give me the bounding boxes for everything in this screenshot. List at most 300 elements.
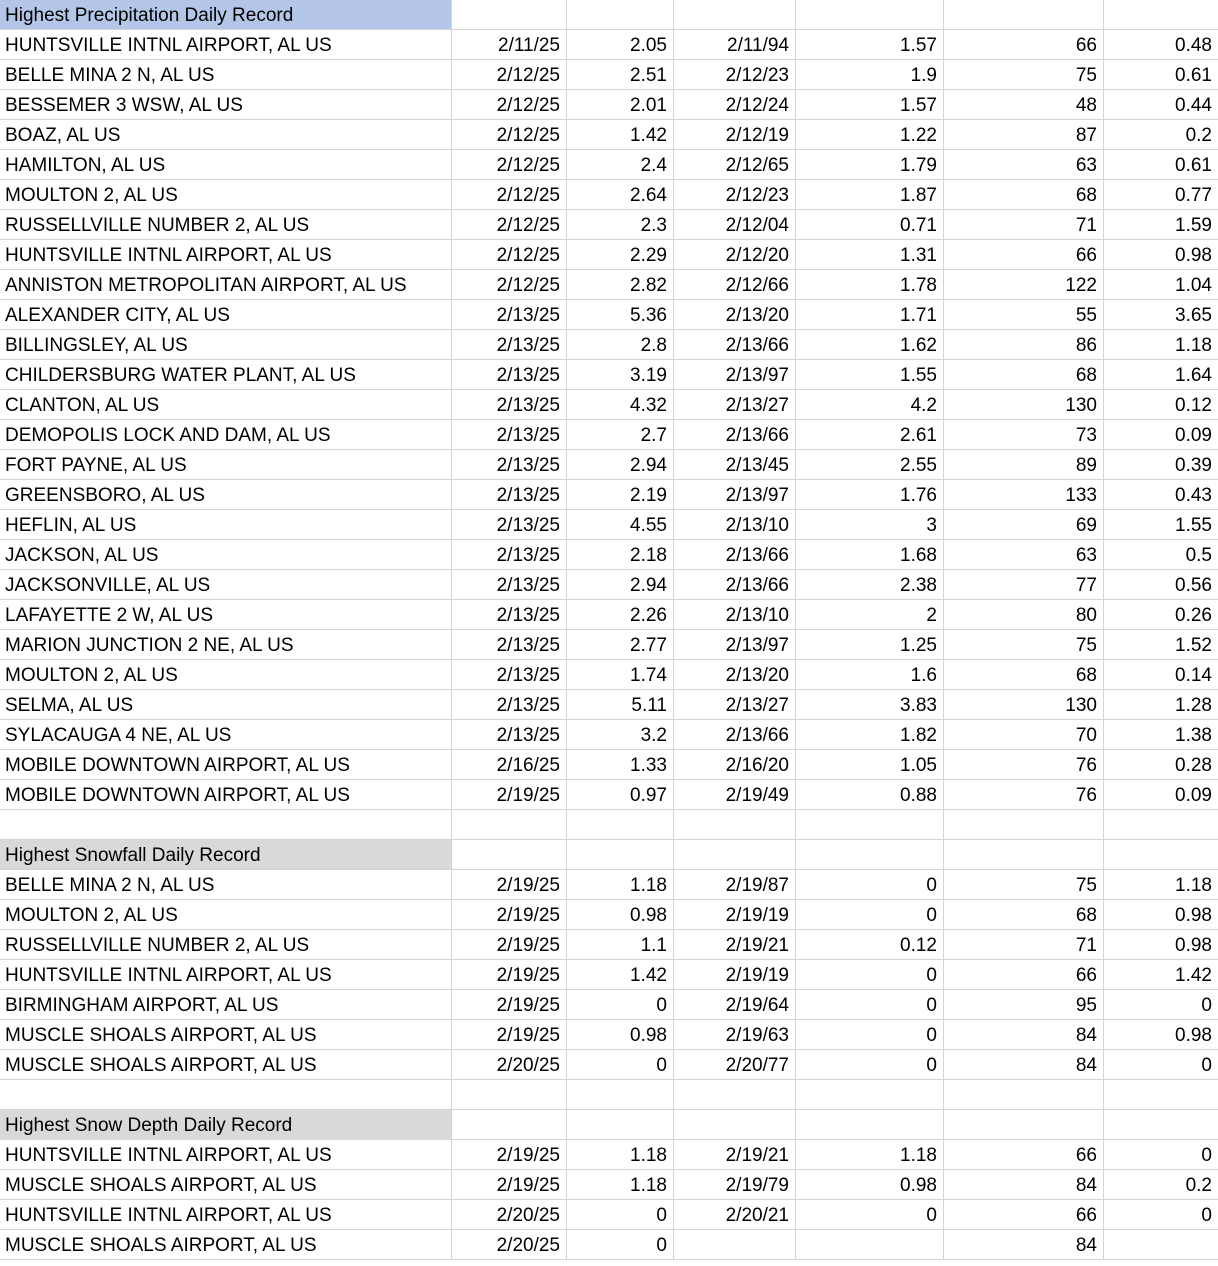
years-cell[interactable]: 66 (944, 960, 1104, 990)
years-cell[interactable]: 69 (944, 510, 1104, 540)
years-cell[interactable]: 75 (944, 870, 1104, 900)
new-value-cell[interactable]: 2.64 (567, 180, 674, 210)
old-date-cell[interactable]: 2/13/10 (674, 600, 796, 630)
years-cell[interactable]: 68 (944, 360, 1104, 390)
empty-cell[interactable] (674, 1080, 796, 1110)
new-value-cell[interactable]: 2.26 (567, 600, 674, 630)
difference-cell[interactable]: 0.28 (1104, 750, 1218, 780)
new-value-cell[interactable]: 0.97 (567, 780, 674, 810)
difference-cell[interactable]: 0.98 (1104, 240, 1218, 270)
old-date-cell[interactable]: 2/19/19 (674, 900, 796, 930)
new-date-cell[interactable]: 2/19/25 (452, 900, 567, 930)
old-date-cell[interactable]: 2/19/21 (674, 1140, 796, 1170)
old-date-cell[interactable]: 2/13/66 (674, 540, 796, 570)
new-date-cell[interactable]: 2/12/25 (452, 90, 567, 120)
new-date-cell[interactable]: 2/13/25 (452, 510, 567, 540)
blank-row (0, 1080, 1218, 1110)
difference-cell[interactable]: 0 (1104, 1200, 1218, 1230)
empty-cell[interactable] (0, 810, 452, 840)
years-cell[interactable]: 95 (944, 990, 1104, 1020)
difference-cell[interactable] (1104, 1230, 1218, 1260)
station-cell[interactable]: MUSCLE SHOALS AIRPORT, AL US (0, 1020, 452, 1050)
new-value-cell[interactable]: 3.19 (567, 360, 674, 390)
old-value-cell[interactable]: 3.83 (796, 690, 944, 720)
empty-cell[interactable] (452, 0, 567, 30)
old-date-cell[interactable]: 2/12/23 (674, 180, 796, 210)
new-date-cell[interactable]: 2/19/25 (452, 960, 567, 990)
difference-cell[interactable]: 0.14 (1104, 660, 1218, 690)
old-value-cell[interactable]: 0 (796, 990, 944, 1020)
old-date-cell[interactable]: 2/13/10 (674, 510, 796, 540)
station-cell[interactable]: CLANTON, AL US (0, 390, 452, 420)
old-date-cell[interactable]: 2/13/66 (674, 570, 796, 600)
years-cell[interactable]: 133 (944, 480, 1104, 510)
station-cell[interactable]: BESSEMER 3 WSW, AL US (0, 90, 452, 120)
station-cell[interactable]: GREENSBORO, AL US (0, 480, 452, 510)
new-value-cell[interactable]: 2.82 (567, 270, 674, 300)
new-value-cell[interactable]: 1.18 (567, 870, 674, 900)
difference-cell[interactable]: 0 (1104, 1140, 1218, 1170)
old-date-cell[interactable]: 2/13/20 (674, 660, 796, 690)
old-date-cell[interactable]: 2/12/66 (674, 270, 796, 300)
old-value-cell[interactable] (796, 1230, 944, 1260)
new-date-cell[interactable]: 2/12/25 (452, 120, 567, 150)
new-date-cell[interactable]: 2/13/25 (452, 300, 567, 330)
empty-cell[interactable] (674, 810, 796, 840)
old-value-cell[interactable]: 4.2 (796, 390, 944, 420)
new-value-cell[interactable]: 2.4 (567, 150, 674, 180)
new-value-cell[interactable]: 0.98 (567, 1020, 674, 1050)
old-value-cell[interactable]: 0 (796, 900, 944, 930)
empty-cell[interactable] (452, 1080, 567, 1110)
station-cell[interactable]: MOULTON 2, AL US (0, 660, 452, 690)
old-date-cell[interactable]: 2/19/19 (674, 960, 796, 990)
new-value-cell[interactable]: 2.8 (567, 330, 674, 360)
old-value-cell[interactable]: 1.76 (796, 480, 944, 510)
empty-cell[interactable] (0, 1080, 452, 1110)
old-date-cell[interactable]: 2/11/94 (674, 30, 796, 60)
old-value-cell[interactable]: 1.57 (796, 30, 944, 60)
new-value-cell[interactable]: 1.42 (567, 120, 674, 150)
difference-cell[interactable]: 0 (1104, 990, 1218, 1020)
old-date-cell[interactable]: 2/13/66 (674, 720, 796, 750)
difference-cell[interactable]: 0.26 (1104, 600, 1218, 630)
old-value-cell[interactable]: 1.68 (796, 540, 944, 570)
old-value-cell[interactable]: 1.55 (796, 360, 944, 390)
empty-cell[interactable] (567, 810, 674, 840)
difference-cell[interactable]: 0.09 (1104, 780, 1218, 810)
old-value-cell[interactable]: 0 (796, 960, 944, 990)
new-date-cell[interactable]: 2/19/25 (452, 780, 567, 810)
new-value-cell[interactable]: 2.29 (567, 240, 674, 270)
old-value-cell[interactable]: 0 (796, 870, 944, 900)
years-cell[interactable]: 75 (944, 630, 1104, 660)
years-cell[interactable]: 76 (944, 780, 1104, 810)
empty-cell[interactable] (1104, 840, 1218, 870)
years-cell[interactable]: 77 (944, 570, 1104, 600)
new-date-cell[interactable]: 2/12/25 (452, 180, 567, 210)
new-date-cell[interactable]: 2/12/25 (452, 270, 567, 300)
years-cell[interactable]: 87 (944, 120, 1104, 150)
empty-cell[interactable] (674, 1110, 796, 1140)
old-date-cell[interactable]: 2/19/87 (674, 870, 796, 900)
empty-cell[interactable] (796, 810, 944, 840)
old-value-cell[interactable]: 1.62 (796, 330, 944, 360)
years-cell[interactable]: 55 (944, 300, 1104, 330)
old-date-cell[interactable]: 2/13/27 (674, 690, 796, 720)
new-value-cell[interactable]: 5.11 (567, 690, 674, 720)
difference-cell[interactable]: 1.52 (1104, 630, 1218, 660)
new-value-cell[interactable]: 0 (567, 1200, 674, 1230)
difference-cell[interactable]: 3.65 (1104, 300, 1218, 330)
new-date-cell[interactable]: 2/20/25 (452, 1230, 567, 1260)
years-cell[interactable]: 84 (944, 1020, 1104, 1050)
years-cell[interactable]: 122 (944, 270, 1104, 300)
difference-cell[interactable]: 0.43 (1104, 480, 1218, 510)
difference-cell[interactable]: 0.61 (1104, 150, 1218, 180)
new-value-cell[interactable]: 2.3 (567, 210, 674, 240)
years-cell[interactable]: 66 (944, 240, 1104, 270)
difference-cell[interactable]: 0.98 (1104, 930, 1218, 960)
new-date-cell[interactable]: 2/19/25 (452, 930, 567, 960)
years-cell[interactable]: 70 (944, 720, 1104, 750)
years-cell[interactable]: 63 (944, 540, 1104, 570)
old-date-cell[interactable]: 2/16/20 (674, 750, 796, 780)
old-value-cell[interactable]: 1.79 (796, 150, 944, 180)
table-row (0, 960, 1218, 990)
new-date-cell[interactable]: 2/13/25 (452, 390, 567, 420)
new-date-cell[interactable]: 2/19/25 (452, 1140, 567, 1170)
old-date-cell[interactable]: 2/12/20 (674, 240, 796, 270)
old-value-cell[interactable]: 2.61 (796, 420, 944, 450)
empty-cell[interactable] (796, 0, 944, 30)
new-date-cell[interactable]: 2/11/25 (452, 30, 567, 60)
old-value-cell[interactable]: 2 (796, 600, 944, 630)
old-date-cell[interactable]: 2/12/24 (674, 90, 796, 120)
new-date-cell[interactable]: 2/12/25 (452, 60, 567, 90)
new-date-cell[interactable]: 2/13/25 (452, 630, 567, 660)
station-cell[interactable]: BELLE MINA 2 N, AL US (0, 60, 452, 90)
station-cell[interactable]: HUNTSVILLE INTNL AIRPORT, AL US (0, 240, 452, 270)
difference-cell[interactable]: 1.04 (1104, 270, 1218, 300)
old-date-cell[interactable] (674, 1230, 796, 1260)
years-cell[interactable]: 84 (944, 1230, 1104, 1260)
years-cell[interactable]: 48 (944, 90, 1104, 120)
new-date-cell[interactable]: 2/13/25 (452, 360, 567, 390)
new-value-cell[interactable]: 0 (567, 1050, 674, 1080)
station-cell[interactable]: MUSCLE SHOALS AIRPORT, AL US (0, 1050, 452, 1080)
station-cell[interactable]: HUNTSVILLE INTNL AIRPORT, AL US (0, 960, 452, 990)
empty-cell[interactable] (674, 0, 796, 30)
years-cell[interactable]: 84 (944, 1170, 1104, 1200)
old-value-cell[interactable]: 1.82 (796, 720, 944, 750)
old-value-cell[interactable]: 3 (796, 510, 944, 540)
old-value-cell[interactable]: 1.22 (796, 120, 944, 150)
station-cell[interactable]: BILLINGSLEY, AL US (0, 330, 452, 360)
table-row (0, 390, 1218, 420)
old-date-cell[interactable]: 2/13/97 (674, 360, 796, 390)
station-cell[interactable]: CHILDERSBURG WATER PLANT, AL US (0, 360, 452, 390)
empty-cell[interactable] (1104, 1080, 1218, 1110)
difference-cell[interactable]: 0.39 (1104, 450, 1218, 480)
new-value-cell[interactable]: 2.05 (567, 30, 674, 60)
difference-cell[interactable]: 0.98 (1104, 900, 1218, 930)
new-value-cell[interactable]: 0.98 (567, 900, 674, 930)
new-date-cell[interactable]: 2/20/25 (452, 1050, 567, 1080)
empty-cell[interactable] (567, 1080, 674, 1110)
empty-cell[interactable] (452, 840, 567, 870)
empty-cell[interactable] (944, 810, 1104, 840)
station-cell[interactable]: RUSSELLVILLE NUMBER 2, AL US (0, 930, 452, 960)
difference-cell[interactable]: 1.18 (1104, 330, 1218, 360)
difference-cell[interactable]: 1.42 (1104, 960, 1218, 990)
station-cell[interactable]: MUSCLE SHOALS AIRPORT, AL US (0, 1170, 452, 1200)
new-date-cell[interactable]: 2/13/25 (452, 660, 567, 690)
new-date-cell[interactable]: 2/13/25 (452, 540, 567, 570)
station-cell[interactable]: JACKSONVILLE, AL US (0, 570, 452, 600)
old-value-cell[interactable]: 0.71 (796, 210, 944, 240)
new-date-cell[interactable]: 2/13/25 (452, 450, 567, 480)
old-date-cell[interactable]: 2/20/21 (674, 1200, 796, 1230)
station-cell[interactable]: MOBILE DOWNTOWN AIRPORT, AL US (0, 750, 452, 780)
empty-cell[interactable] (944, 840, 1104, 870)
old-date-cell[interactable]: 2/19/79 (674, 1170, 796, 1200)
station-cell[interactable]: RUSSELLVILLE NUMBER 2, AL US (0, 210, 452, 240)
difference-cell[interactable]: 0.77 (1104, 180, 1218, 210)
years-cell[interactable]: 68 (944, 660, 1104, 690)
new-value-cell[interactable]: 1.1 (567, 930, 674, 960)
empty-cell[interactable] (452, 810, 567, 840)
new-value-cell[interactable]: 1.18 (567, 1170, 674, 1200)
new-date-cell[interactable]: 2/19/25 (452, 1170, 567, 1200)
difference-cell[interactable]: 0.61 (1104, 60, 1218, 90)
difference-cell[interactable]: 0.44 (1104, 90, 1218, 120)
empty-cell[interactable] (796, 1080, 944, 1110)
old-value-cell[interactable]: 1.31 (796, 240, 944, 270)
new-value-cell[interactable]: 1.33 (567, 750, 674, 780)
empty-cell[interactable] (452, 1110, 567, 1140)
old-date-cell[interactable]: 2/12/19 (674, 120, 796, 150)
new-date-cell[interactable]: 2/19/25 (452, 870, 567, 900)
new-value-cell[interactable]: 3.2 (567, 720, 674, 750)
new-value-cell[interactable]: 4.55 (567, 510, 674, 540)
station-cell[interactable]: MOULTON 2, AL US (0, 180, 452, 210)
old-date-cell[interactable]: 2/13/97 (674, 480, 796, 510)
station-cell[interactable]: FORT PAYNE, AL US (0, 450, 452, 480)
difference-cell[interactable]: 0.09 (1104, 420, 1218, 450)
station-cell[interactable]: SELMA, AL US (0, 690, 452, 720)
years-cell[interactable]: 89 (944, 450, 1104, 480)
new-value-cell[interactable]: 1.42 (567, 960, 674, 990)
station-cell[interactable]: MOBILE DOWNTOWN AIRPORT, AL US (0, 780, 452, 810)
new-date-cell[interactable]: 2/13/25 (452, 480, 567, 510)
old-value-cell[interactable]: 0 (796, 1020, 944, 1050)
old-value-cell[interactable]: 1.6 (796, 660, 944, 690)
new-date-cell[interactable]: 2/12/25 (452, 150, 567, 180)
old-value-cell[interactable]: 0.88 (796, 780, 944, 810)
old-value-cell[interactable]: 1.78 (796, 270, 944, 300)
old-date-cell[interactable]: 2/12/04 (674, 210, 796, 240)
new-date-cell[interactable]: 2/13/25 (452, 420, 567, 450)
section-title[interactable]: Highest Snow Depth Daily Record (0, 1110, 452, 1140)
years-cell[interactable]: 71 (944, 930, 1104, 960)
table-row (0, 240, 1218, 270)
empty-cell[interactable] (1104, 0, 1218, 30)
old-date-cell[interactable]: 2/19/49 (674, 780, 796, 810)
new-value-cell[interactable]: 1.18 (567, 1140, 674, 1170)
station-cell[interactable]: BELLE MINA 2 N, AL US (0, 870, 452, 900)
new-value-cell[interactable]: 2.94 (567, 570, 674, 600)
station-cell[interactable]: BOAZ, AL US (0, 120, 452, 150)
years-cell[interactable]: 130 (944, 390, 1104, 420)
difference-cell[interactable]: 0.56 (1104, 570, 1218, 600)
old-date-cell[interactable]: 2/13/27 (674, 390, 796, 420)
years-cell[interactable]: 66 (944, 1200, 1104, 1230)
section-title[interactable]: Highest Precipitation Daily Record (0, 0, 452, 30)
empty-cell[interactable] (674, 840, 796, 870)
old-value-cell[interactable]: 2.38 (796, 570, 944, 600)
empty-cell[interactable] (567, 1110, 674, 1140)
station-cell[interactable]: ANNISTON METROPOLITAN AIRPORT, AL US (0, 270, 452, 300)
difference-cell[interactable]: 0.48 (1104, 30, 1218, 60)
empty-cell[interactable] (1104, 810, 1218, 840)
station-cell[interactable]: BIRMINGHAM AIRPORT, AL US (0, 990, 452, 1020)
new-value-cell[interactable]: 2.51 (567, 60, 674, 90)
years-cell[interactable]: 66 (944, 1140, 1104, 1170)
years-cell[interactable]: 80 (944, 600, 1104, 630)
new-date-cell[interactable]: 2/13/25 (452, 720, 567, 750)
difference-cell[interactable]: 1.64 (1104, 360, 1218, 390)
years-cell[interactable]: 68 (944, 900, 1104, 930)
years-cell[interactable]: 73 (944, 420, 1104, 450)
difference-cell[interactable]: 1.59 (1104, 210, 1218, 240)
empty-cell[interactable] (944, 1110, 1104, 1140)
station-cell[interactable]: DEMOPOLIS LOCK AND DAM, AL US (0, 420, 452, 450)
new-date-cell[interactable]: 2/20/25 (452, 1200, 567, 1230)
difference-cell[interactable]: 0.2 (1104, 120, 1218, 150)
station-cell[interactable]: HAMILTON, AL US (0, 150, 452, 180)
station-cell[interactable]: MOULTON 2, AL US (0, 900, 452, 930)
years-cell[interactable]: 76 (944, 750, 1104, 780)
station-cell[interactable]: MARION JUNCTION 2 NE, AL US (0, 630, 452, 660)
old-date-cell[interactable]: 2/20/77 (674, 1050, 796, 1080)
new-value-cell[interactable]: 4.32 (567, 390, 674, 420)
old-date-cell[interactable]: 2/12/23 (674, 60, 796, 90)
old-value-cell[interactable]: 1.25 (796, 630, 944, 660)
years-cell[interactable]: 63 (944, 150, 1104, 180)
new-value-cell[interactable]: 2.94 (567, 450, 674, 480)
station-cell[interactable]: ALEXANDER CITY, AL US (0, 300, 452, 330)
table-row (0, 720, 1218, 750)
old-value-cell[interactable]: 1.57 (796, 90, 944, 120)
years-cell[interactable]: 84 (944, 1050, 1104, 1080)
years-cell[interactable]: 68 (944, 180, 1104, 210)
new-date-cell[interactable]: 2/12/25 (452, 240, 567, 270)
new-value-cell[interactable]: 1.74 (567, 660, 674, 690)
station-cell[interactable]: JACKSON, AL US (0, 540, 452, 570)
new-value-cell[interactable]: 5.36 (567, 300, 674, 330)
empty-cell[interactable] (1104, 1110, 1218, 1140)
station-cell[interactable]: HEFLIN, AL US (0, 510, 452, 540)
new-value-cell[interactable]: 0 (567, 1230, 674, 1260)
new-date-cell[interactable]: 2/13/25 (452, 570, 567, 600)
section-title[interactable]: Highest Snowfall Daily Record (0, 840, 452, 870)
empty-cell[interactable] (796, 840, 944, 870)
new-date-cell[interactable]: 2/12/25 (452, 210, 567, 240)
difference-cell[interactable]: 1.18 (1104, 870, 1218, 900)
station-cell[interactable]: SYLACAUGA 4 NE, AL US (0, 720, 452, 750)
new-value-cell[interactable]: 2.7 (567, 420, 674, 450)
difference-cell[interactable]: 1.38 (1104, 720, 1218, 750)
new-date-cell[interactable]: 2/13/25 (452, 600, 567, 630)
new-date-cell[interactable]: 2/19/25 (452, 1020, 567, 1050)
old-date-cell[interactable]: 2/19/64 (674, 990, 796, 1020)
years-cell[interactable]: 71 (944, 210, 1104, 240)
old-value-cell[interactable]: 1.18 (796, 1140, 944, 1170)
old-value-cell[interactable]: 1.9 (796, 60, 944, 90)
station-cell[interactable]: LAFAYETTE 2 W, AL US (0, 600, 452, 630)
new-date-cell[interactable]: 2/13/25 (452, 330, 567, 360)
old-value-cell[interactable]: 0 (796, 1200, 944, 1230)
station-cell[interactable]: HUNTSVILLE INTNL AIRPORT, AL US (0, 1200, 452, 1230)
difference-cell[interactable]: 0.2 (1104, 1170, 1218, 1200)
old-value-cell[interactable]: 1.05 (796, 750, 944, 780)
new-value-cell[interactable]: 2.77 (567, 630, 674, 660)
new-value-cell[interactable]: 0 (567, 990, 674, 1020)
new-date-cell[interactable]: 2/16/25 (452, 750, 567, 780)
difference-cell[interactable]: 0.12 (1104, 390, 1218, 420)
station-cell[interactable]: HUNTSVILLE INTNL AIRPORT, AL US (0, 1140, 452, 1170)
old-value-cell[interactable]: 1.71 (796, 300, 944, 330)
new-value-cell[interactable]: 2.19 (567, 480, 674, 510)
station-cell[interactable]: HUNTSVILLE INTNL AIRPORT, AL US (0, 30, 452, 60)
old-date-cell[interactable]: 2/19/63 (674, 1020, 796, 1050)
empty-cell[interactable] (796, 1110, 944, 1140)
years-cell[interactable]: 130 (944, 690, 1104, 720)
new-date-cell[interactable]: 2/19/25 (452, 990, 567, 1020)
empty-cell[interactable] (944, 0, 1104, 30)
old-date-cell[interactable]: 2/19/21 (674, 930, 796, 960)
new-date-cell[interactable]: 2/13/25 (452, 690, 567, 720)
station-cell[interactable]: MUSCLE SHOALS AIRPORT, AL US (0, 1230, 452, 1260)
new-value-cell[interactable]: 2.18 (567, 540, 674, 570)
years-cell[interactable]: 66 (944, 30, 1104, 60)
difference-cell[interactable]: 1.28 (1104, 690, 1218, 720)
empty-cell[interactable] (567, 0, 674, 30)
years-cell[interactable]: 75 (944, 60, 1104, 90)
old-date-cell[interactable]: 2/13/66 (674, 330, 796, 360)
years-cell[interactable]: 86 (944, 330, 1104, 360)
difference-cell[interactable]: 0.5 (1104, 540, 1218, 570)
old-value-cell[interactable]: 0 (796, 1050, 944, 1080)
empty-cell[interactable] (567, 840, 674, 870)
new-value-cell[interactable]: 2.01 (567, 90, 674, 120)
old-value-cell[interactable]: 0.12 (796, 930, 944, 960)
empty-cell[interactable] (944, 1080, 1104, 1110)
difference-cell[interactable]: 1.55 (1104, 510, 1218, 540)
old-date-cell[interactable]: 2/13/20 (674, 300, 796, 330)
old-date-cell[interactable]: 2/12/65 (674, 150, 796, 180)
old-value-cell[interactable]: 1.87 (796, 180, 944, 210)
difference-cell[interactable]: 0.98 (1104, 1020, 1218, 1050)
old-date-cell[interactable]: 2/13/97 (674, 630, 796, 660)
table-row (0, 270, 1218, 300)
old-date-cell[interactable]: 2/13/66 (674, 420, 796, 450)
old-value-cell[interactable]: 2.55 (796, 450, 944, 480)
old-date-cell[interactable]: 2/13/45 (674, 450, 796, 480)
difference-cell[interactable]: 0 (1104, 1050, 1218, 1080)
old-value-cell[interactable]: 0.98 (796, 1170, 944, 1200)
